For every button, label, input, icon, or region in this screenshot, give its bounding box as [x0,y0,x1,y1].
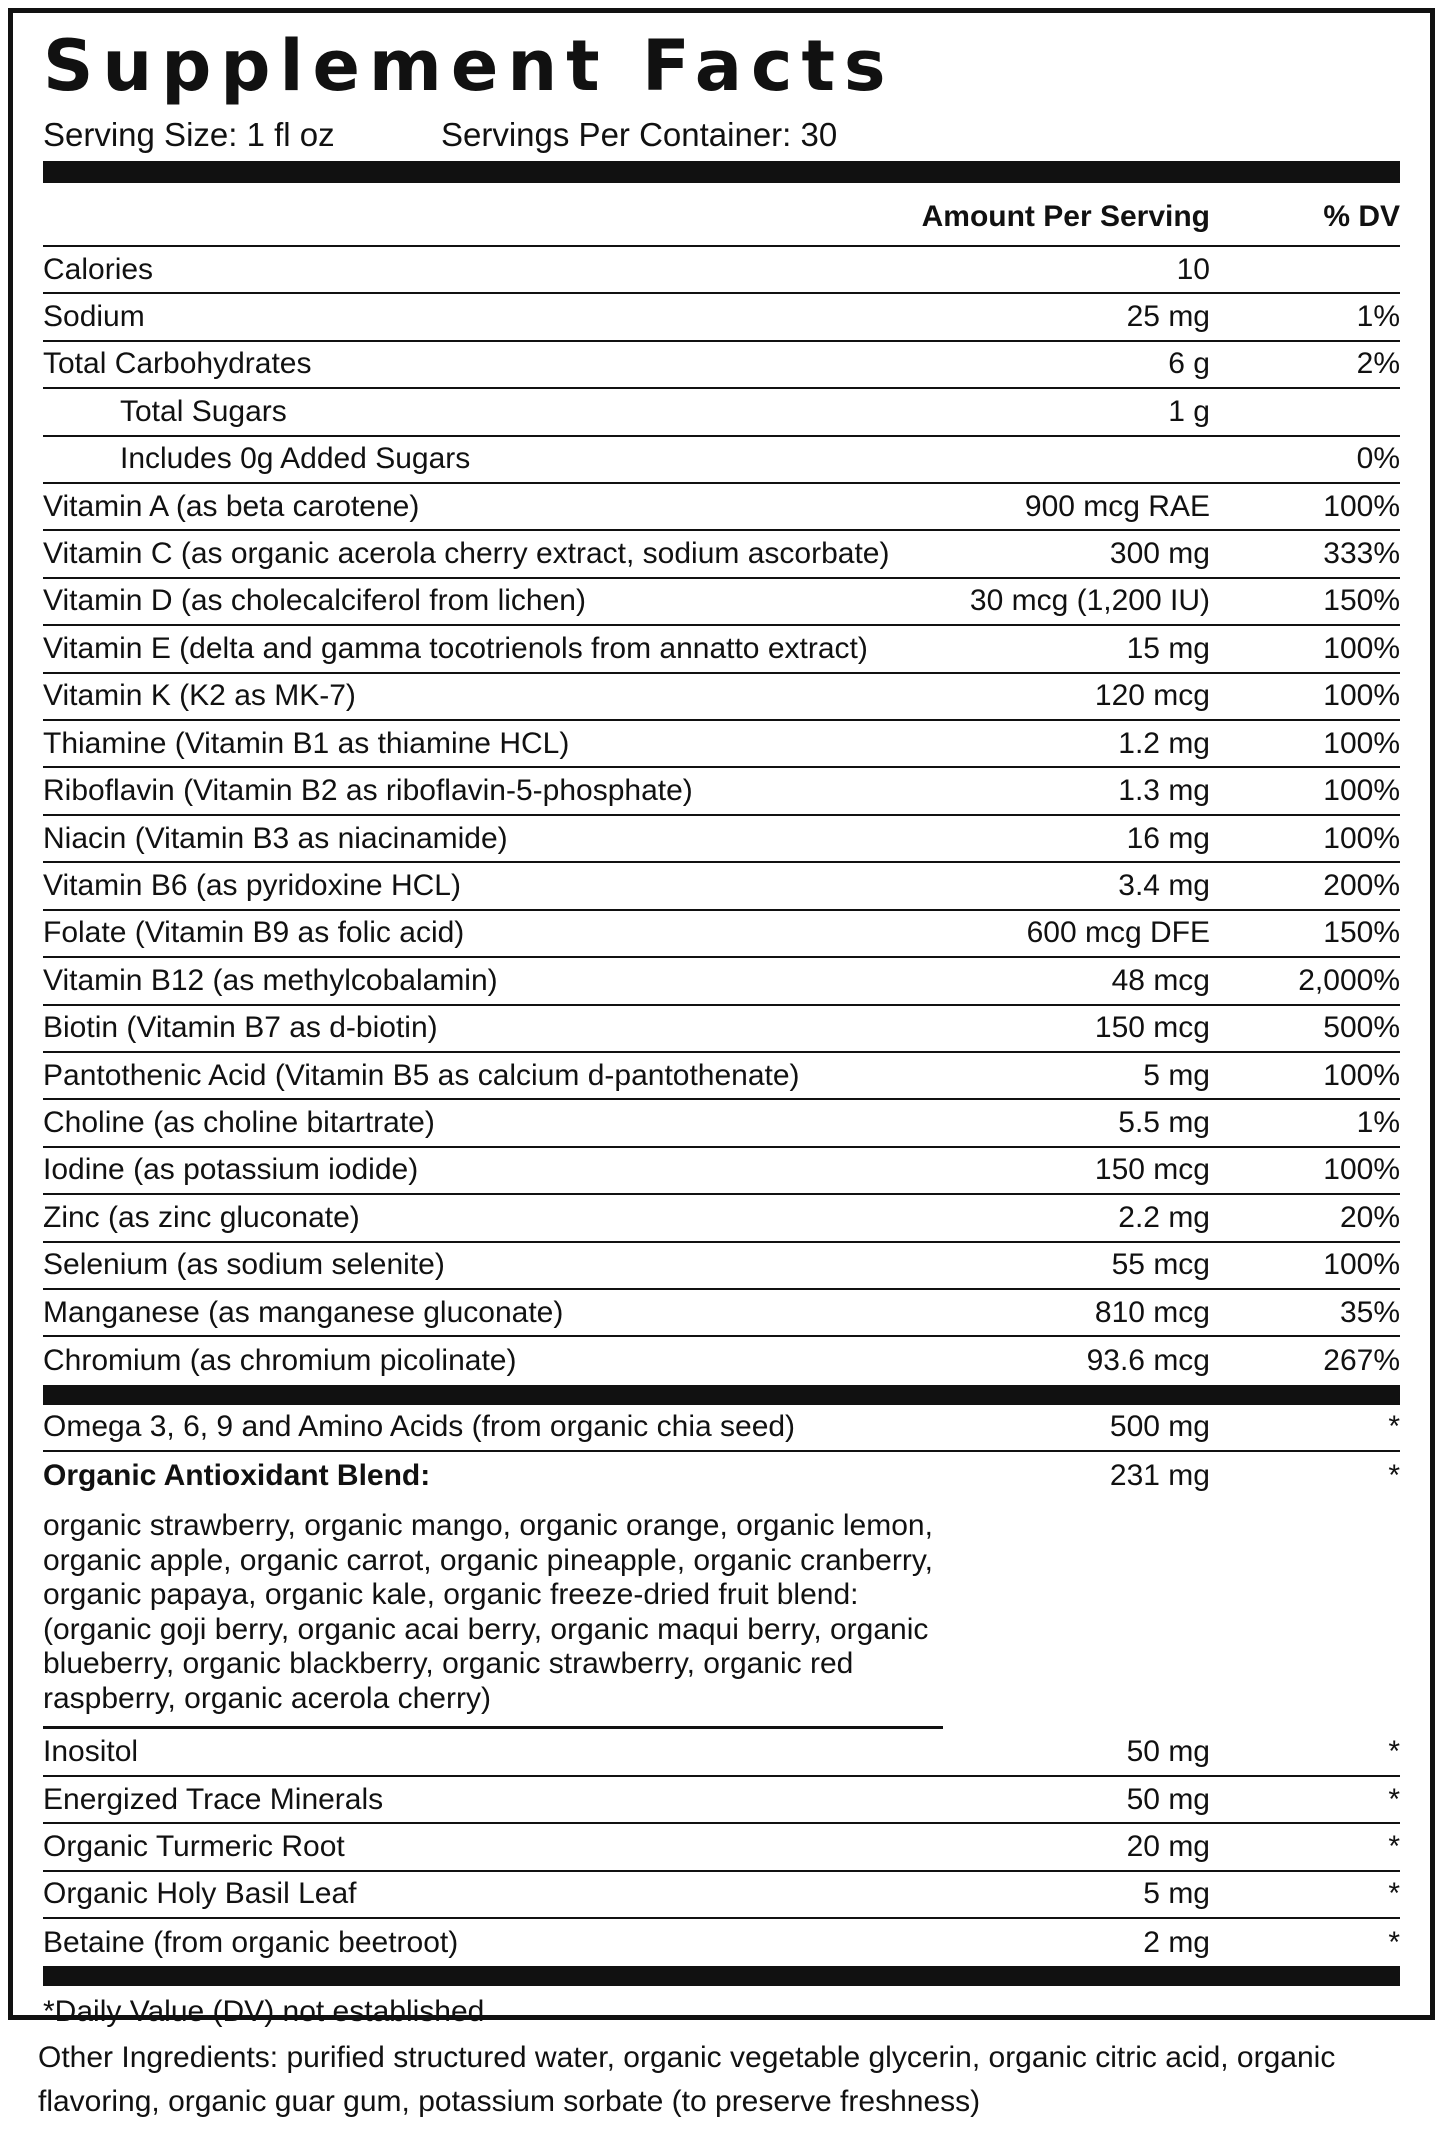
table-row [43,863,1400,910]
table-row [43,1053,1400,1100]
nutrient-amount: 10 [1176,252,1210,286]
table-row [43,1148,1400,1195]
nutrient-name: Vitamin E (delta and gamma tocotrienols from annatto extract) [43,631,868,665]
blend-name: Organic Antioxidant Blend: [43,1458,431,1492]
nutrient-name: Iodine (as potassium iodide) [43,1153,419,1187]
nutrient-name: Riboflavin (Vitamin B2 as riboflavin-5-phosphate) [43,774,693,808]
nutrient-amount: 500 mg [1109,1410,1210,1444]
table-row [43,1872,1400,1919]
nutrient-dv: 100% [1323,679,1400,713]
table-row [43,1006,1400,1053]
table-row [43,484,1400,531]
table-row [43,768,1400,816]
nutrient-amount: 120 mcg [1094,679,1210,713]
nutrient-dv: 333% [1323,537,1400,571]
nutrient-dv: 100% [1323,1058,1400,1092]
nutrient-amount: 5 mg [1143,1877,1210,1911]
nutrient-amount: 810 mcg [1094,1295,1210,1329]
nutrient-name: Includes 0g Added Sugars [120,442,471,476]
nutrient-name: Sodium [43,300,145,334]
nutrient-amount: 30 mcg (1,200 IU) [969,584,1210,618]
nutrient-amount: 16 mg [1126,821,1210,855]
amount-header: Amount Per Serving [921,200,1210,233]
table-row [43,1100,1400,1147]
nutrient-name: Thiamine (Vitamin B1 as thiamine HCL) [43,726,570,760]
thick-divider [43,1966,1400,1986]
nutrient-dv: * [1388,1877,1400,1911]
nutrient-list [43,247,1400,1385]
nutrient-dv: 100% [1323,489,1400,523]
servings-per-container: Servings Per Container: 30 [441,116,838,153]
table-row [43,674,1400,721]
table-row [43,626,1400,673]
nutrient-dv: 2,000% [1298,963,1400,997]
nutrient-name: Organic Holy Basil Leaf [43,1877,357,1911]
nutrient-name: Selenium (as sodium selenite) [43,1248,445,1282]
nutrient-dv: * [1388,1735,1400,1769]
nutrient-amount: 2 mg [1143,1925,1210,1959]
table-row [43,911,1400,958]
nutrient-dv: 100% [1323,821,1400,855]
nutrient-name: Vitamin B6 (as pyridoxine HCL) [43,869,461,903]
table-row [43,1243,1400,1290]
table-row [43,342,1400,389]
nutrient-dv: 150% [1323,584,1400,618]
table-row [43,531,1400,578]
nutrient-amount: 900 mcg RAE [1024,489,1210,523]
nutrient-amount: 1 g [1168,394,1210,428]
nutrient-name: Folate (Vitamin B9 as folic acid) [43,916,465,950]
serving-size: Serving Size: 1 fl oz [43,116,335,153]
nutrient-name: Total Sugars [120,394,287,428]
table-row [43,389,1400,436]
table-row [43,1195,1400,1242]
nutrient-name: Vitamin C (as organic acerola cherry extract, sodium ascorbate) [43,537,890,571]
nutrient-amount: 150 mcg [1094,1011,1210,1045]
nutrient-name: Betaine (from organic beetroot) [43,1925,459,1959]
nutrient-dv: 500% [1323,1011,1400,1045]
blend-amount: 231 mg [1109,1458,1210,1492]
nutrient-amount: 48 mcg [1111,963,1210,997]
nutrient-amount: 600 mcg DFE [1026,916,1210,950]
nutrient-dv: * [1388,1829,1400,1863]
table-row [43,1919,1400,1966]
table-row [43,816,1400,864]
table-row [43,579,1400,626]
nutrient-name: Omega 3, 6, 9 and Amino Acids (from organic chia seed) [43,1410,796,1444]
nutrient-name: Vitamin B12 (as methylcobalamin) [43,963,498,997]
table-row [43,1337,1400,1384]
table-header [43,183,1400,247]
table-row [43,1405,1400,1452]
nutrient-amount: 3.4 mg [1118,869,1210,903]
table-row [43,1824,1400,1871]
blend-row [43,1452,1400,1499]
nutrient-name: Biotin (Vitamin B7 as d-biotin) [43,1011,438,1045]
dv-header: % DV [1323,200,1400,233]
blend-ingredients: organic strawberry, organic mango, organic orange, organic lemon, organic apple, organic carrot, organic pineapple, organic cranberry, organic papaya, organic kale, organic freeze-dried fruit blend: (organic goji berry, organic acai berry, organic maqui berry, organic blueberry, organic blackberry, organic strawberry, organic red raspberry, organic acerola cherry) [43,1499,943,1729]
serving-info [43,113,1400,161]
nutrient-amount: 2.2 mg [1118,1200,1210,1234]
nutrient-amount: 150 mcg [1094,1153,1210,1187]
nutrient-name: Niacin (Vitamin B3 as niacinamide) [43,821,508,855]
nutrient-name: Chromium (as chromium picolinate) [43,1344,517,1377]
nutrient-dv: 1% [1356,300,1400,334]
nutrient-dv: 100% [1323,1153,1400,1187]
nutrient-dv: 100% [1323,726,1400,760]
nutrient-dv: 200% [1323,869,1400,903]
table-row [43,1777,1400,1824]
nutrient-name: Vitamin K (K2 as MK-7) [43,679,356,713]
nutrient-dv: * [1388,1410,1400,1444]
nutrient-dv: * [1388,1925,1400,1959]
nutrient-name: Zinc (as zinc gluconate) [43,1200,360,1234]
nutrient-dv: 100% [1323,631,1400,665]
table-row [43,437,1400,484]
thick-divider [43,1385,1400,1405]
nutrient-amount: 1.2 mg [1118,726,1210,760]
nutrient-amount: 25 mg [1126,300,1210,334]
table-row [43,958,1400,1005]
other-ingredients: Other Ingredients: purified structured water, organic vegetable glycerin, organic citric acid, organic flavoring, organic guar gum, potassium sorbate (to preserve freshness) [38,2041,1336,2118]
nutrient-amount: 50 mg [1126,1782,1210,1816]
nutrient-amount: 5.5 mg [1118,1106,1210,1140]
nutrient-name: Total Carbohydrates [43,347,312,381]
nutrient-dv: 267% [1323,1344,1400,1377]
nutrient-name: Choline (as choline bitartrate) [43,1106,435,1140]
nutrient-dv: 100% [1323,1248,1400,1282]
table-row [43,294,1400,341]
table-row [43,721,1400,769]
nutrient-dv: 150% [1323,916,1400,950]
nutrient-dv: 100% [1323,774,1400,808]
nutrient-amount: 15 mg [1126,631,1210,665]
nutrient-amount: 5 mg [1143,1058,1210,1092]
nutrient-name: Vitamin A (as beta carotene) [43,489,420,523]
nutrient-amount: 6 g [1168,347,1210,381]
nutrient-name: Calories [43,252,154,286]
nutrient-dv: 1% [1356,1106,1400,1140]
footnote: *Daily Value (DV) not established [43,1995,485,2029]
panel-title: Supplement Facts [43,25,895,107]
nutrient-name: Inositol [43,1735,139,1769]
nutrient-amount: 93.6 mcg [1086,1344,1210,1377]
nutrient-amount: 1.3 mg [1118,774,1210,808]
table-row [43,1290,1400,1337]
nutrient-dv: * [1388,1782,1400,1816]
nutrient-amount: 50 mg [1126,1735,1210,1769]
nutrient-name: Energized Trace Minerals [43,1782,384,1816]
nutrient-dv: 2% [1356,347,1400,381]
nutrient-name: Pantothenic Acid (Vitamin B5 as calcium d-pantothenate) [43,1058,800,1092]
thick-divider [43,161,1400,183]
blend-dv: * [1388,1458,1400,1492]
nutrient-dv: 0% [1356,442,1400,476]
nutrient-name: Manganese (as manganese gluconate) [43,1295,564,1329]
nutrient-name: Vitamin D (as cholecalciferol from lichen) [43,584,586,618]
nutrient-dv: 35% [1339,1295,1400,1329]
nutrient-dv: 20% [1339,1200,1400,1234]
nutrient-name: Organic Turmeric Root [43,1829,345,1863]
table-row [43,247,1400,294]
nutrient-amount: 300 mg [1109,537,1210,571]
nutrient-amount: 55 mcg [1111,1248,1210,1282]
table-row [43,1729,1400,1776]
supplement-facts-panel [8,8,1435,2029]
nutrient-amount: 20 mg [1126,1829,1210,1863]
